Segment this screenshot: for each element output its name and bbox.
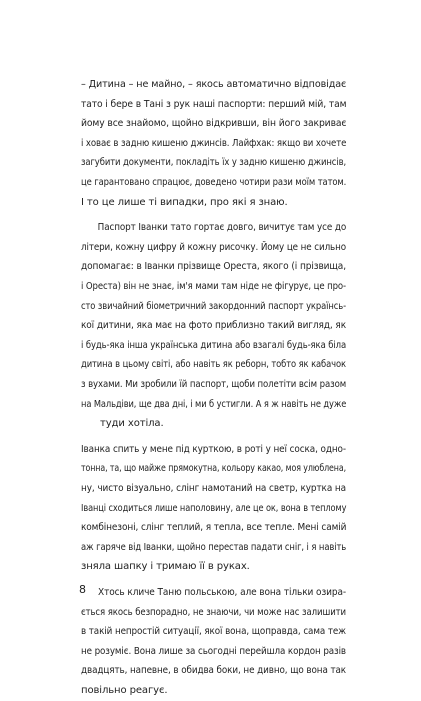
paragraph-1	[81, 75, 346, 212]
paragraph-line: Іванка спить у мене під курткою, в роті у неї соска, одно-	[81, 443, 346, 455]
paragraph-line: на Мальдіви, ще два дні, і ми б устигли. А я ж навіть не дуже	[81, 398, 347, 410]
page-number: 8	[79, 583, 86, 596]
paragraph-line: повільно реагує.	[81, 684, 168, 696]
paragraph-line: І то це лише ті випадки, про які я знаю.	[81, 196, 288, 208]
paragraph-line: допомагає: в Іванки прізвище Ореста, якого (і прізвища,	[81, 261, 346, 273]
paragraph-line: сто звичайний біометричний закордонний паспорт українсь-	[81, 300, 346, 312]
paragraph-line: зняла шапку і тримаю її в руках.	[81, 561, 250, 573]
paragraph-line: не розуміє. Вона лише за сьогодні перейшла кордон разів	[81, 645, 346, 657]
paragraph-line: ється якось безпорадно, не знаючи, чи може нас залишити	[81, 606, 347, 618]
paragraph-4-body	[81, 583, 346, 701]
paragraph-line: і будь-яка інша українська дитина або взагалі будь-яка біла	[81, 339, 347, 351]
paragraph-line: двадцять, напевне, в обидва боки, не дивно, що вона так	[81, 665, 347, 677]
paragraph-line: ну, чисто візуально, слінг намотаний на светр, куртка на	[81, 482, 347, 494]
paragraph-line: туди хотіла.	[100, 418, 164, 430]
paragraph-line: тонна, та, що майже прямокутна, кольору какао, моя улюблена,	[81, 463, 346, 475]
paragraph-line: загубити документи, покладіть їх у задню кишеню джинсів,	[81, 157, 347, 169]
paragraph-line: тато і бере в Тані з рук наші паспорти: перший мій, там	[81, 98, 347, 110]
paragraph-2	[81, 218, 346, 434]
paragraph-line: кої дитини, яка має на фото приблизно такий вигляд, як	[81, 320, 347, 332]
paragraph-line: і ховає в задню кишеню джинсів. Лайфхак: якщо ви хочете	[81, 137, 347, 149]
paragraph-line: – Дитина – не майно, – якось автоматично відповідає	[81, 79, 347, 90]
paragraph-line: аж гаряче від Іванки, щойно перестав падати сніг, і я навіть	[81, 541, 347, 553]
paragraph-line: з вухами. Ми зробили їй паспорт, щоби полетіти всім разом	[81, 378, 347, 390]
paragraph-line: йому все знайомо, щойно відкривши, він його закриває	[81, 118, 347, 130]
paragraph-line: і Ореста) він не знає, ім'я мами там ніде не фігурує, це про-	[81, 280, 347, 292]
paragraph-line: Іванці сходиться лише наполовину, але це ок, вона в теплому	[81, 502, 347, 514]
paragraph-line: Паспорт Іванки тато гортає довго, вичитує там усе до	[97, 222, 347, 234]
paragraph-line: Хтось кличе Таню польською, але вона тільки озира-	[98, 587, 347, 598]
paragraph-line: комбінезоні, слінг теплий, я тепла, все тепле. Мені самій	[81, 522, 347, 534]
paragraph-line: в такій непростій ситуації, якої вона, щоправда, сама теж	[81, 626, 347, 638]
paragraph-line: це гарантовано спрацює, доведено чотири рази моїм татом.	[81, 176, 347, 188]
paragraph-line: літери, кожну цифру й кожну рисочку. Йому це не сильно	[81, 241, 346, 253]
paragraph-line: дитина в цьому світі, або навіть як реборн, тобто як кабачок	[81, 359, 346, 371]
paragraph-3	[81, 440, 346, 577]
